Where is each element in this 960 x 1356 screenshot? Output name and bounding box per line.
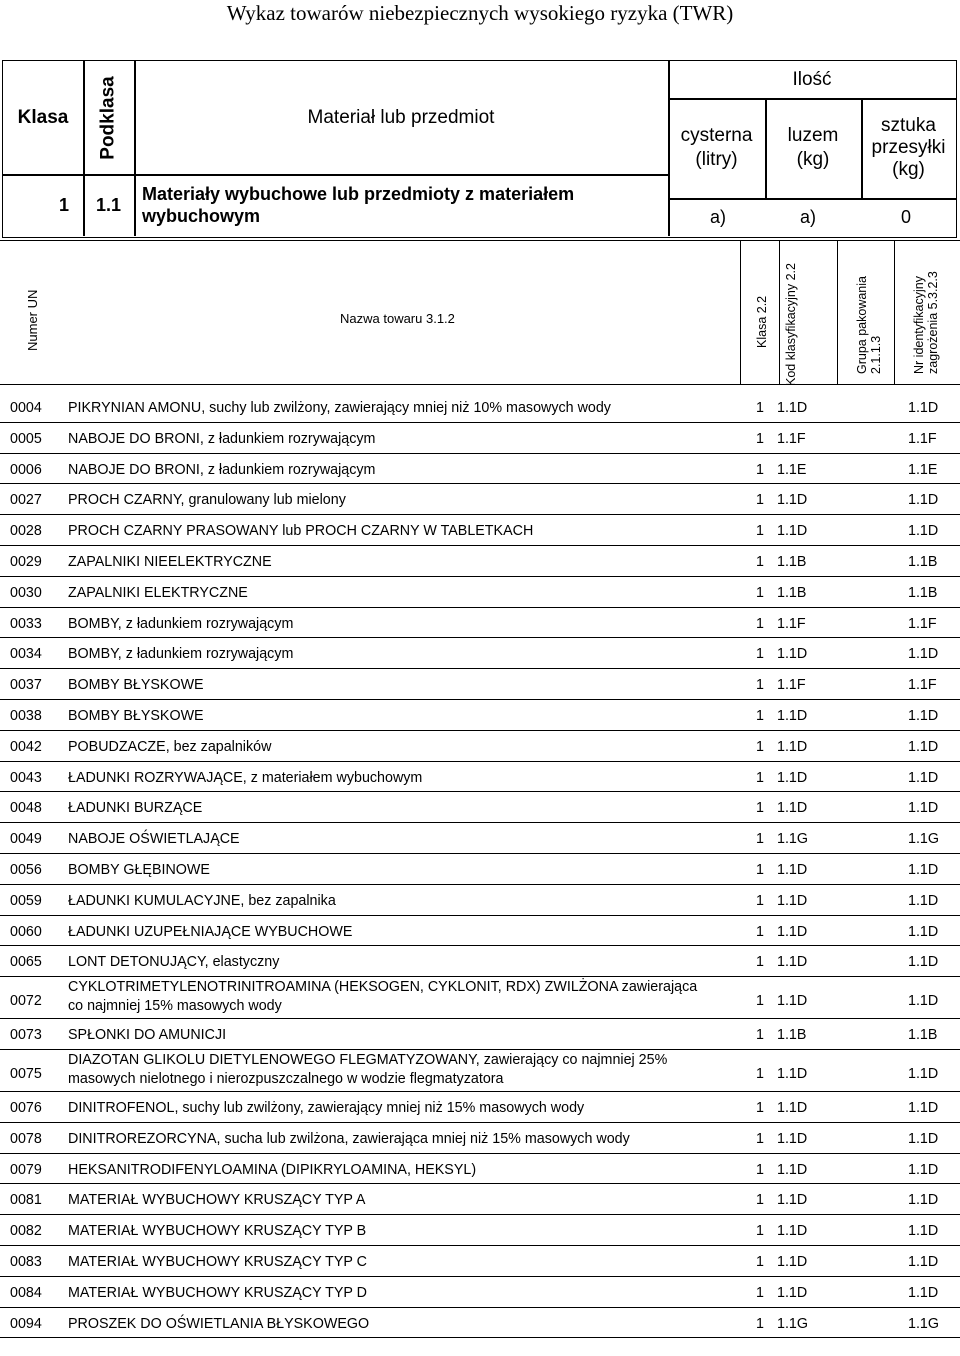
table-row [0, 762, 960, 793]
row-un-number: 0043 [10, 769, 42, 786]
row-klasa: 1 [756, 584, 764, 601]
row-name: SPŁONKI DO AMUNICJI [68, 1027, 227, 1044]
row-kod: 1.1D [777, 1130, 808, 1147]
row-nr-id: 1.1D [908, 1192, 939, 1209]
row-name: NABOJE DO BRONI, z ładunkiem rozrywającym [68, 461, 376, 478]
row-nr-id: 1.1B [908, 553, 938, 570]
row-klasa: 1 [756, 1192, 764, 1209]
table-row [0, 1019, 960, 1050]
cysterna-header: cysterna (litry) [680, 125, 753, 170]
row-kod: 1.1B [777, 584, 807, 601]
row-name: ZAPALNIKI ELEKTRYCZNE [68, 584, 248, 601]
klasa-header: Klasa [17, 106, 69, 128]
row-kod: 1.1F [777, 430, 806, 447]
col-nazwa: Nazwa towaru 3.1.2 [340, 311, 455, 326]
table-row [0, 1184, 960, 1215]
row-nr-id: 1.1D [908, 1065, 939, 1082]
row-nr-id: 1.1D [908, 800, 939, 817]
sztuka-header: sztuka przesyłki (kg) [871, 115, 946, 180]
row-nr-id: 1.1B [908, 584, 938, 601]
row-name: CYKLOTRIMETYLENOTRINITROAMINA (HEKSOGEN, CYKLONIT, RDX) ZWILŻONA zawierająca co najmniej 15% masowych wody [68, 979, 698, 1015]
table-row [0, 1123, 960, 1154]
row-nr-id: 1.1D [908, 707, 939, 724]
row-kod: 1.1B [777, 553, 807, 570]
row-klasa: 1 [756, 993, 764, 1010]
table-row [0, 608, 960, 639]
luzem-header: luzem (kg) [787, 125, 839, 170]
row-klasa: 1 [756, 738, 764, 755]
table-row [0, 1154, 960, 1185]
row-klasa: 1 [756, 1253, 764, 1270]
table-row [0, 916, 960, 947]
row-nr-id: 1.1B [908, 1027, 938, 1044]
row-kod: 1.1F [777, 677, 806, 694]
table-row [0, 1092, 960, 1123]
row-klasa: 1 [756, 1027, 764, 1044]
row-un-number: 0038 [10, 707, 42, 724]
table-row [0, 792, 960, 823]
row-klasa: 1 [756, 430, 764, 447]
row-nr-id: 1.1D [908, 861, 939, 878]
row-name: ŁADUNKI BURZĄCE [68, 800, 203, 817]
row-klasa: 1 [756, 492, 764, 509]
row-nr-id: 1.1D [908, 923, 939, 940]
row-nr-id: 1.1G [908, 831, 939, 848]
row-name: PROCH CZARNY, granulowany lub mielony [68, 492, 346, 509]
table-row [0, 885, 960, 916]
row-name: BOMBY BŁYSKOWE [68, 677, 204, 694]
row-kod: 1.1D [777, 1253, 808, 1270]
row-name: BOMBY BŁYSKOWE [68, 707, 204, 724]
row-un-number: 0083 [10, 1253, 42, 1270]
row-klasa: 1 [756, 892, 764, 909]
klasa-value: 1 [58, 194, 69, 215]
row-nr-id: 1.1G [908, 1315, 939, 1332]
row-klasa: 1 [756, 523, 764, 540]
row-un-number: 0042 [10, 738, 42, 755]
row-kod: 1.1D [777, 707, 808, 724]
row-klasa: 1 [756, 1223, 764, 1240]
row-kod: 1.1D [777, 923, 808, 940]
row-name: PROSZEK DO OŚWIETLANIA BŁYSKOWEGO [68, 1315, 370, 1332]
row-un-number: 0030 [10, 584, 42, 601]
podklasa-header: Podklasa [97, 75, 119, 160]
row-kod: 1.1D [777, 1065, 808, 1082]
row-kod: 1.1D [777, 800, 808, 817]
table-row [0, 577, 960, 608]
col-grupa [855, 254, 883, 374]
row-nr-id: 1.1D [908, 646, 939, 663]
row-nr-id: 1.1D [908, 1130, 939, 1147]
row-un-number: 0078 [10, 1130, 42, 1147]
row-un-number: 0004 [10, 400, 42, 416]
row-kod: 1.1G [777, 831, 808, 848]
row-klasa: 1 [756, 769, 764, 786]
row-nr-id: 1.1D [908, 892, 939, 909]
sztuka-value: 0 [900, 206, 911, 227]
row-nr-id: 1.1F [908, 430, 937, 447]
row-nr-id: 1.1D [908, 1253, 939, 1270]
row-klasa: 1 [756, 553, 764, 570]
row-un-number: 0094 [10, 1315, 42, 1332]
table-row [0, 484, 960, 515]
table-row [0, 546, 960, 577]
row-klasa: 1 [756, 461, 764, 478]
row-un-number: 0049 [10, 831, 42, 848]
row-name: BOMBY GŁĘBINOWE [68, 861, 210, 878]
goods-table [0, 392, 960, 1338]
row-klasa: 1 [756, 1065, 764, 1082]
row-nr-id: 1.1D [908, 954, 939, 971]
row-un-number: 0006 [10, 461, 42, 478]
row-un-number: 0075 [10, 1065, 42, 1082]
row-nr-id: 1.1D [908, 769, 939, 786]
row-kod: 1.1E [777, 461, 807, 478]
row-un-number: 0082 [10, 1223, 42, 1240]
row-un-number: 0033 [10, 615, 42, 632]
table-row [0, 1277, 960, 1308]
row-kod: 1.1D [777, 1099, 808, 1116]
col-grupa-text: Grupa pakowania 2.1.1.3 [855, 276, 883, 374]
row-nr-id: 1.1E [908, 461, 938, 478]
row-name: BOMBY, z ładunkiem rozrywającym [68, 615, 294, 632]
row-klasa: 1 [756, 646, 764, 663]
row-name: PROCH CZARNY PRASOWANY lub PROCH CZARNY W TABLETKACH [68, 523, 534, 540]
row-nr-id: 1.1D [908, 993, 939, 1010]
row-klasa: 1 [756, 831, 764, 848]
table-row [0, 1050, 960, 1092]
row-un-number: 0048 [10, 800, 42, 817]
row-name: ZAPALNIKI NIEELEKTRYCZNE [68, 553, 272, 570]
table-row [0, 454, 960, 485]
row-kod: 1.1D [777, 769, 808, 786]
header-table [2, 60, 957, 238]
row-nr-id: 1.1D [908, 523, 939, 540]
row-un-number: 0037 [10, 677, 42, 694]
row-nr-id: 1.1D [908, 1161, 939, 1178]
table-row [0, 423, 960, 454]
row-klasa: 1 [756, 1315, 764, 1332]
row-klasa: 1 [756, 954, 764, 971]
row-name: MATERIAŁ WYBUCHOWY KRUSZĄCY TYP C [68, 1253, 367, 1270]
row-klasa: 1 [756, 400, 764, 416]
luzem-value: a) [799, 206, 816, 227]
row-klasa: 1 [756, 800, 764, 817]
row-un-number: 0060 [10, 923, 42, 940]
table-row [0, 854, 960, 885]
row-kod: 1.1D [777, 1223, 808, 1240]
page-title: Wykaz towarów niebezpiecznych wysokiego ryzyka (TWR) [226, 1, 734, 25]
row-kod: 1.1D [777, 861, 808, 878]
row-nr-id: 1.1F [908, 615, 937, 632]
row-klasa: 1 [756, 861, 764, 878]
table-row [0, 700, 960, 731]
col-kod: Kod klasyfikacyjny 2.2 [784, 263, 798, 386]
table-row [0, 1308, 960, 1339]
table-row [0, 1215, 960, 1246]
row-klasa: 1 [756, 1130, 764, 1147]
table-row [0, 823, 960, 854]
row-un-number: 0027 [10, 492, 42, 509]
row-name: ŁADUNKI KUMULACYJNE, bez zapalnika [68, 892, 336, 909]
row-kod: 1.1D [777, 1161, 808, 1178]
podklasa-value: 1.1 [95, 194, 122, 215]
row-un-number: 0028 [10, 523, 42, 540]
row-name: ŁADUNKI UZUPEŁNIAJĄCE WYBUCHOWE [68, 923, 353, 940]
row-un-number: 0081 [10, 1192, 42, 1209]
row-un-number: 0079 [10, 1161, 42, 1178]
row-name: BOMBY, z ładunkiem rozrywającym [68, 646, 294, 663]
row-kod: 1.1B [777, 1027, 807, 1044]
row-un-number: 0076 [10, 1099, 42, 1116]
row-klasa: 1 [756, 923, 764, 940]
row-name: DIAZOTAN GLIKOLU DIETYLENOWEGO FLEGMATYZOWANY, zawierający co najmniej 25% masowych nielotnego i nierozpuszczalnego w wodzie flegmatyzatora [68, 1051, 668, 1087]
row-name: HEKSANITRODIFENYLOAMINA (DIPIKRYLOAMINA, HEKSYL) [68, 1161, 477, 1178]
row-un-number: 0065 [10, 954, 42, 971]
row-nr-id: 1.1D [908, 1223, 939, 1240]
row-kod: 1.1D [777, 954, 808, 971]
table-row [0, 515, 960, 546]
table-row [0, 946, 960, 977]
col-numer-un: Numer UN [25, 289, 40, 351]
row-nr-id: 1.1D [908, 738, 939, 755]
row-un-number: 0073 [10, 1027, 42, 1044]
row-nr-id: 1.1D [908, 1284, 939, 1301]
cysterna-value: a) [709, 206, 726, 227]
row-nr-id: 1.1D [908, 400, 939, 416]
row-name: MATERIAŁ WYBUCHOWY KRUSZĄCY TYP D [68, 1284, 367, 1301]
row-nr-id: 1.1D [908, 1099, 939, 1116]
row-un-number: 0072 [10, 993, 42, 1010]
ilosc-header: Ilość [792, 68, 832, 90]
row-kod: 1.1G [777, 1315, 808, 1332]
row-name: MATERIAŁ WYBUCHOWY KRUSZĄCY TYP A [68, 1192, 366, 1209]
row-kod: 1.1D [777, 646, 808, 663]
row-kod: 1.1D [777, 1284, 808, 1301]
row-un-number: 0059 [10, 892, 42, 909]
row-klasa: 1 [756, 707, 764, 724]
table-row [0, 977, 960, 1019]
row-name: NABOJE OŚWIETLAJĄCE [68, 831, 240, 848]
row-name: MATERIAŁ WYBUCHOWY KRUSZĄCY TYP B [68, 1223, 367, 1240]
row-nr-id: 1.1F [908, 677, 937, 694]
row-kod: 1.1F [777, 615, 806, 632]
table-row [0, 392, 960, 423]
row-un-number: 0034 [10, 646, 42, 663]
row-name: POBUDZACZE, bez zapalników [68, 738, 272, 755]
row-kod: 1.1D [777, 993, 808, 1010]
col-nr-id-text: Nr identyfikacyjny zagrożenia 5.3.2.3 [912, 271, 940, 374]
column-header [0, 240, 960, 385]
row-klasa: 1 [756, 1284, 764, 1301]
row-klasa: 1 [756, 1161, 764, 1178]
row-klasa: 1 [756, 677, 764, 694]
row-name: NABOJE DO BRONI, z ładunkiem rozrywającym [68, 430, 376, 447]
row-kod: 1.1D [777, 738, 808, 755]
row-kod: 1.1D [777, 400, 808, 416]
table-row [0, 638, 960, 669]
row-name: LONT DETONUJĄCY, elastyczny [68, 954, 280, 971]
row-un-number: 0029 [10, 553, 42, 570]
row-kod: 1.1D [777, 892, 808, 909]
row-name: DINITROFENOL, suchy lub zwilżony, zawierający mniej niż 15% masowych wody [68, 1099, 585, 1116]
material-header: Materiał lub przedmiot [307, 106, 495, 128]
table-row [0, 669, 960, 700]
row-kod: 1.1D [777, 1192, 808, 1209]
row-un-number: 0005 [10, 430, 42, 447]
row-name: DINITROREZORCYNA, sucha lub zwilżona, zawierająca mniej niż 15% masowych wody [68, 1130, 630, 1147]
row-klasa: 1 [756, 615, 764, 632]
row-name: ŁADUNKI ROZRYWAJĄCE, z materiałem wybuchowym [68, 769, 423, 786]
row-nr-id: 1.1D [908, 492, 939, 509]
row-kod: 1.1D [777, 492, 808, 509]
row-un-number: 0084 [10, 1284, 42, 1301]
table-row [0, 1246, 960, 1277]
row-name: PIKRYNIAN AMONU, suchy lub zwilżony, zawierający mniej niż 10% masowych wody [68, 400, 611, 416]
row-kod: 1.1D [777, 523, 808, 540]
material-value: Materiały wybuchowe lub przedmioty z materiałem wybuchowym [142, 184, 575, 226]
row-klasa: 1 [756, 1099, 764, 1116]
col-klasa: Klasa 2.2 [755, 295, 769, 348]
col-nr-id [912, 254, 940, 374]
table-row [0, 731, 960, 762]
row-un-number: 0056 [10, 861, 42, 878]
